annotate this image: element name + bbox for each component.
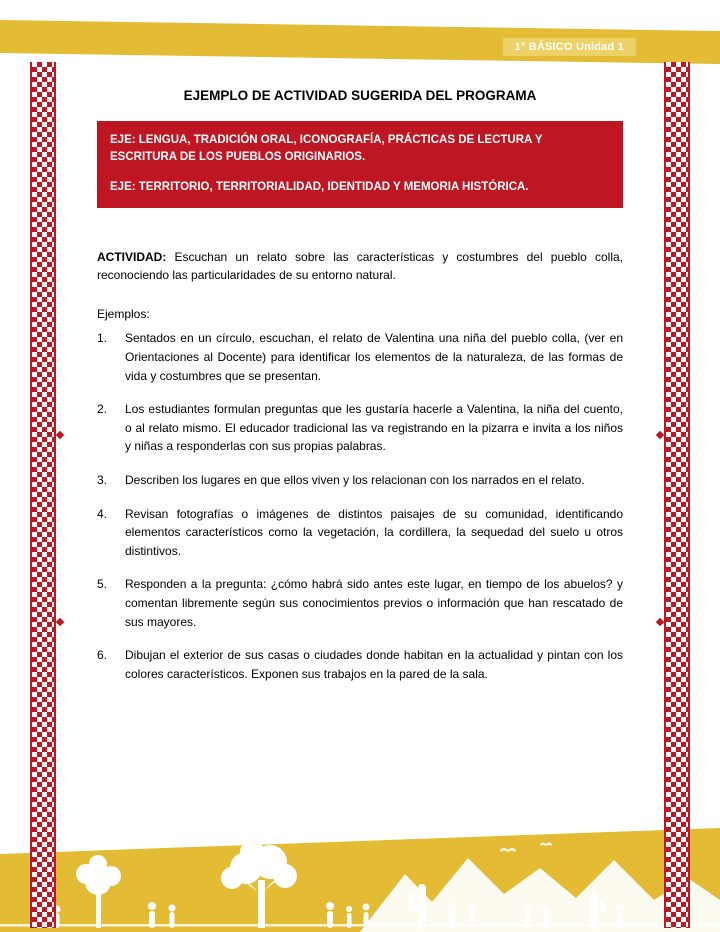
ejemplos-list: [97, 329, 623, 683]
diamond-accent: [56, 618, 64, 626]
bottom-yellow-band: [0, 820, 720, 932]
list-item-text: Revisan fotografías o imágenes de distintos paisajes de su comunidad, identificando elementos característicos como la vegetación, la cordillera, la sequedad del suelo u otros distintivos.: [125, 506, 623, 558]
tree-trunk: [258, 880, 265, 928]
list-item-number: 1.: [97, 331, 108, 346]
actividad-paragraph: [97, 248, 623, 285]
list-item-text: Responden a la pregunta: ¿cómo habrá sido antes este lugar, en tiempo de los abuelos? y comentan libremente según sus conocimientos previos o información que han rescatado de sus mayores.: [125, 577, 623, 629]
main-content: [97, 86, 623, 698]
actividad-text: Escuchan un relato sobre las características y costumbres del pueblo colla, reconociendo las particularidades de su entorno natural.: [97, 249, 623, 283]
page-title: EJEMPLO DE ACTIVIDAD SUGERIDA DEL PROGRAMA: [183, 88, 537, 103]
list-item-number: 2.: [97, 402, 108, 417]
list-item-text: Los estudiantes formulan preguntas que les gustaría hacerle a Valentina, la niña del cuento, o al relato mismo. El educador tradicional las va registrando en la pizarra e invita a los niños y niñas a responderlas con sus propias palabras.: [125, 402, 623, 454]
list-item-number: 3.: [97, 473, 108, 488]
list-item-text: Dibujan el exterior de sus casas o ciudades donde habitan en la actualidad y pintan con los colores característicos. Exponen sus trabajos en la pared de la sala.: [125, 648, 623, 681]
list-item: [97, 400, 623, 456]
list-item: [97, 505, 623, 561]
ejemplos-label: Ejemplos:: [97, 306, 150, 321]
eje-line-1: EJE: LENGUA, TRADICIÓN ORAL, ICONOGRAFÍA, PRÁCTICAS DE LECTURA Y ESCRITURA DE LOS PUEBLOS ORIGINARIOS.: [110, 133, 543, 164]
top-yellow-band: [0, 0, 720, 72]
decorative-border-right: [664, 62, 690, 928]
list-item: [97, 329, 623, 385]
diamond-accent: [56, 431, 64, 439]
list-item-number: 4.: [97, 506, 108, 521]
list-item-text: Describen los lugares en que ellos viven y los relacionan con los narrados en el relato.: [125, 473, 585, 488]
list-item: [97, 471, 623, 490]
list-item-number: 5.: [97, 577, 108, 592]
unit-badge: 1° BÁSICO Unidad 1: [503, 38, 636, 56]
list-item-text: Sentados en un círculo, escuchan, el relato de Valentina una niña del pueblo colla, (ver en Orientaciones al Docente) para identificar los elementos de la naturaleza, de las formas de vida y costumbres que se presentan.: [125, 331, 623, 383]
decorative-border-left: [30, 62, 56, 928]
landscape-silhouette-illustration: [0, 832, 720, 932]
list-item: [97, 575, 623, 631]
eje-line-2: EJE: TERRITORIO, TERRITORIALIDAD, IDENTIDAD Y MEMORIA HISTÓRICA.: [110, 181, 529, 194]
actividad-label: ACTIVIDAD:: [97, 249, 167, 264]
diamond-accent: [656, 431, 664, 439]
list-item-number: 6.: [97, 648, 108, 663]
diamond-accent: [656, 618, 664, 626]
eje-highlight-box: [97, 121, 623, 208]
list-item: [97, 646, 623, 683]
